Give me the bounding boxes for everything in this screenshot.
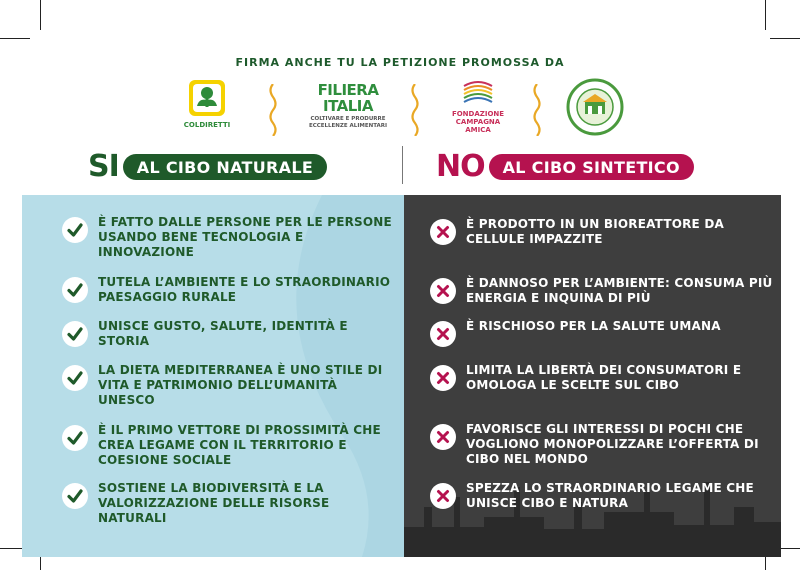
si-item-text: È FATTO DALLE PERSONE PER LE PERSONE USANDO BENE TECNOLOGIA E INNOVAZIONE bbox=[98, 215, 392, 259]
crop-mark bbox=[765, 0, 766, 30]
cross-icon bbox=[430, 365, 456, 391]
check-icon bbox=[62, 425, 88, 451]
no-item-text: LIMITA LA LIBERTÀ DEI CONSUMATORI E OMOLOGA LE SCELTE SUL CIBO bbox=[466, 363, 742, 392]
no-word: NO bbox=[436, 149, 485, 184]
no-item-text: FAVORISCE GLI INTERESSI DI POCHI CHE VOGLIONO MONOPOLIZZARE L’OFFERTA DI CIBO NEL MONDO bbox=[466, 422, 759, 466]
coldiretti-logo bbox=[182, 78, 232, 140]
no-item bbox=[430, 276, 775, 306]
si-item bbox=[62, 423, 392, 468]
petition-headline: FIRMA ANCHE TU LA PETIZIONE PROMOSSA DA bbox=[235, 56, 565, 69]
si-item bbox=[62, 275, 392, 305]
si-word: SI bbox=[88, 149, 119, 184]
check-icon bbox=[62, 483, 88, 509]
no-item bbox=[430, 217, 775, 247]
no-pill: AL CIBO SINTETICO bbox=[489, 154, 694, 180]
filiera-italia-logo bbox=[298, 78, 398, 140]
no-item-text: È RISCHIOSO PER LA SALUTE UMANA bbox=[466, 319, 721, 333]
cross-icon bbox=[430, 424, 456, 450]
si-item-text: SOSTIENE LA BIODIVERSITÀ E LA VALORIZZAZIONE DELLE RISORSE NATURALI bbox=[98, 481, 330, 525]
no-item bbox=[430, 422, 775, 467]
check-icon bbox=[62, 321, 88, 347]
check-icon bbox=[62, 217, 88, 243]
si-item bbox=[62, 363, 392, 408]
si-panel bbox=[22, 195, 404, 557]
filiera-italia-title: FILIERA ITALIA bbox=[317, 81, 379, 115]
si-item bbox=[62, 215, 392, 260]
logo-strip bbox=[170, 78, 640, 140]
heading-divider bbox=[402, 146, 403, 184]
si-item-text: È IL PRIMO VETTORE DI PROSSIMITÀ CHE CREA LEGAME CON IL TERRITORIO E COESIONE SOCIALE bbox=[98, 423, 381, 467]
no-panel bbox=[404, 195, 781, 557]
world-farmers-markets-logo bbox=[555, 78, 635, 140]
campagna-amica-caption: FONDAZIONE CAMPAGNA AMICA bbox=[451, 110, 505, 134]
coldiretti-caption: COLDIRETTI bbox=[183, 121, 231, 129]
si-item bbox=[62, 319, 392, 349]
no-heading bbox=[436, 149, 694, 184]
si-item-text: UNISCE GUSTO, SALUTE, IDENTITÀ E STORIA bbox=[98, 319, 348, 348]
check-icon bbox=[62, 277, 88, 303]
coldiretti-emblem bbox=[187, 78, 227, 118]
si-item-text: LA DIETA MEDITERRANEA È UNO STILE DI VITA E PATRIMONIO DELL’UMANITÀ UNESCO bbox=[98, 363, 383, 407]
squiggle-divider-icon bbox=[268, 84, 278, 136]
crop-mark bbox=[0, 38, 30, 39]
no-item-text: È PRODOTTO IN UN BIOREATTORE DA CELLULE IMPAZZITE bbox=[466, 217, 724, 246]
world-farmers-markets-caption bbox=[555, 78, 556, 79]
no-item-text: SPEZZA LO STRAORDINARIO LEGAME CHE UNISCE CIBO E NATURA bbox=[466, 481, 754, 510]
si-pill: AL CIBO NATURALE bbox=[123, 154, 327, 180]
no-item bbox=[430, 319, 775, 347]
no-item bbox=[430, 481, 775, 511]
check-icon bbox=[62, 365, 88, 391]
no-item-text: È DANNOSO PER L’AMBIENTE: CONSUMA PIÙ ENERGIA E INQUINA DI PIÙ bbox=[466, 276, 773, 305]
campagna-amica-logo bbox=[438, 78, 518, 140]
squiggle-divider-icon bbox=[410, 84, 420, 136]
world-farmers-markets-emblem bbox=[566, 78, 624, 136]
si-item-text: TUTELA L’AMBIENTE E LO STRAORDINARIO PAESAGGIO RURALE bbox=[98, 275, 391, 304]
no-item bbox=[430, 363, 775, 393]
si-item bbox=[62, 481, 392, 526]
filiera-italia-caption: COLTIVARE E PRODURRE ECCELLENZE ALIMENTARI bbox=[308, 116, 388, 129]
squiggle-divider-icon bbox=[532, 84, 542, 136]
crop-mark bbox=[770, 38, 800, 39]
crop-mark bbox=[40, 0, 41, 30]
cross-icon bbox=[430, 483, 456, 509]
cross-icon bbox=[430, 219, 456, 245]
si-heading bbox=[88, 149, 327, 184]
cross-icon bbox=[430, 321, 456, 347]
cross-icon bbox=[430, 278, 456, 304]
campagna-amica-emblem bbox=[460, 78, 496, 108]
